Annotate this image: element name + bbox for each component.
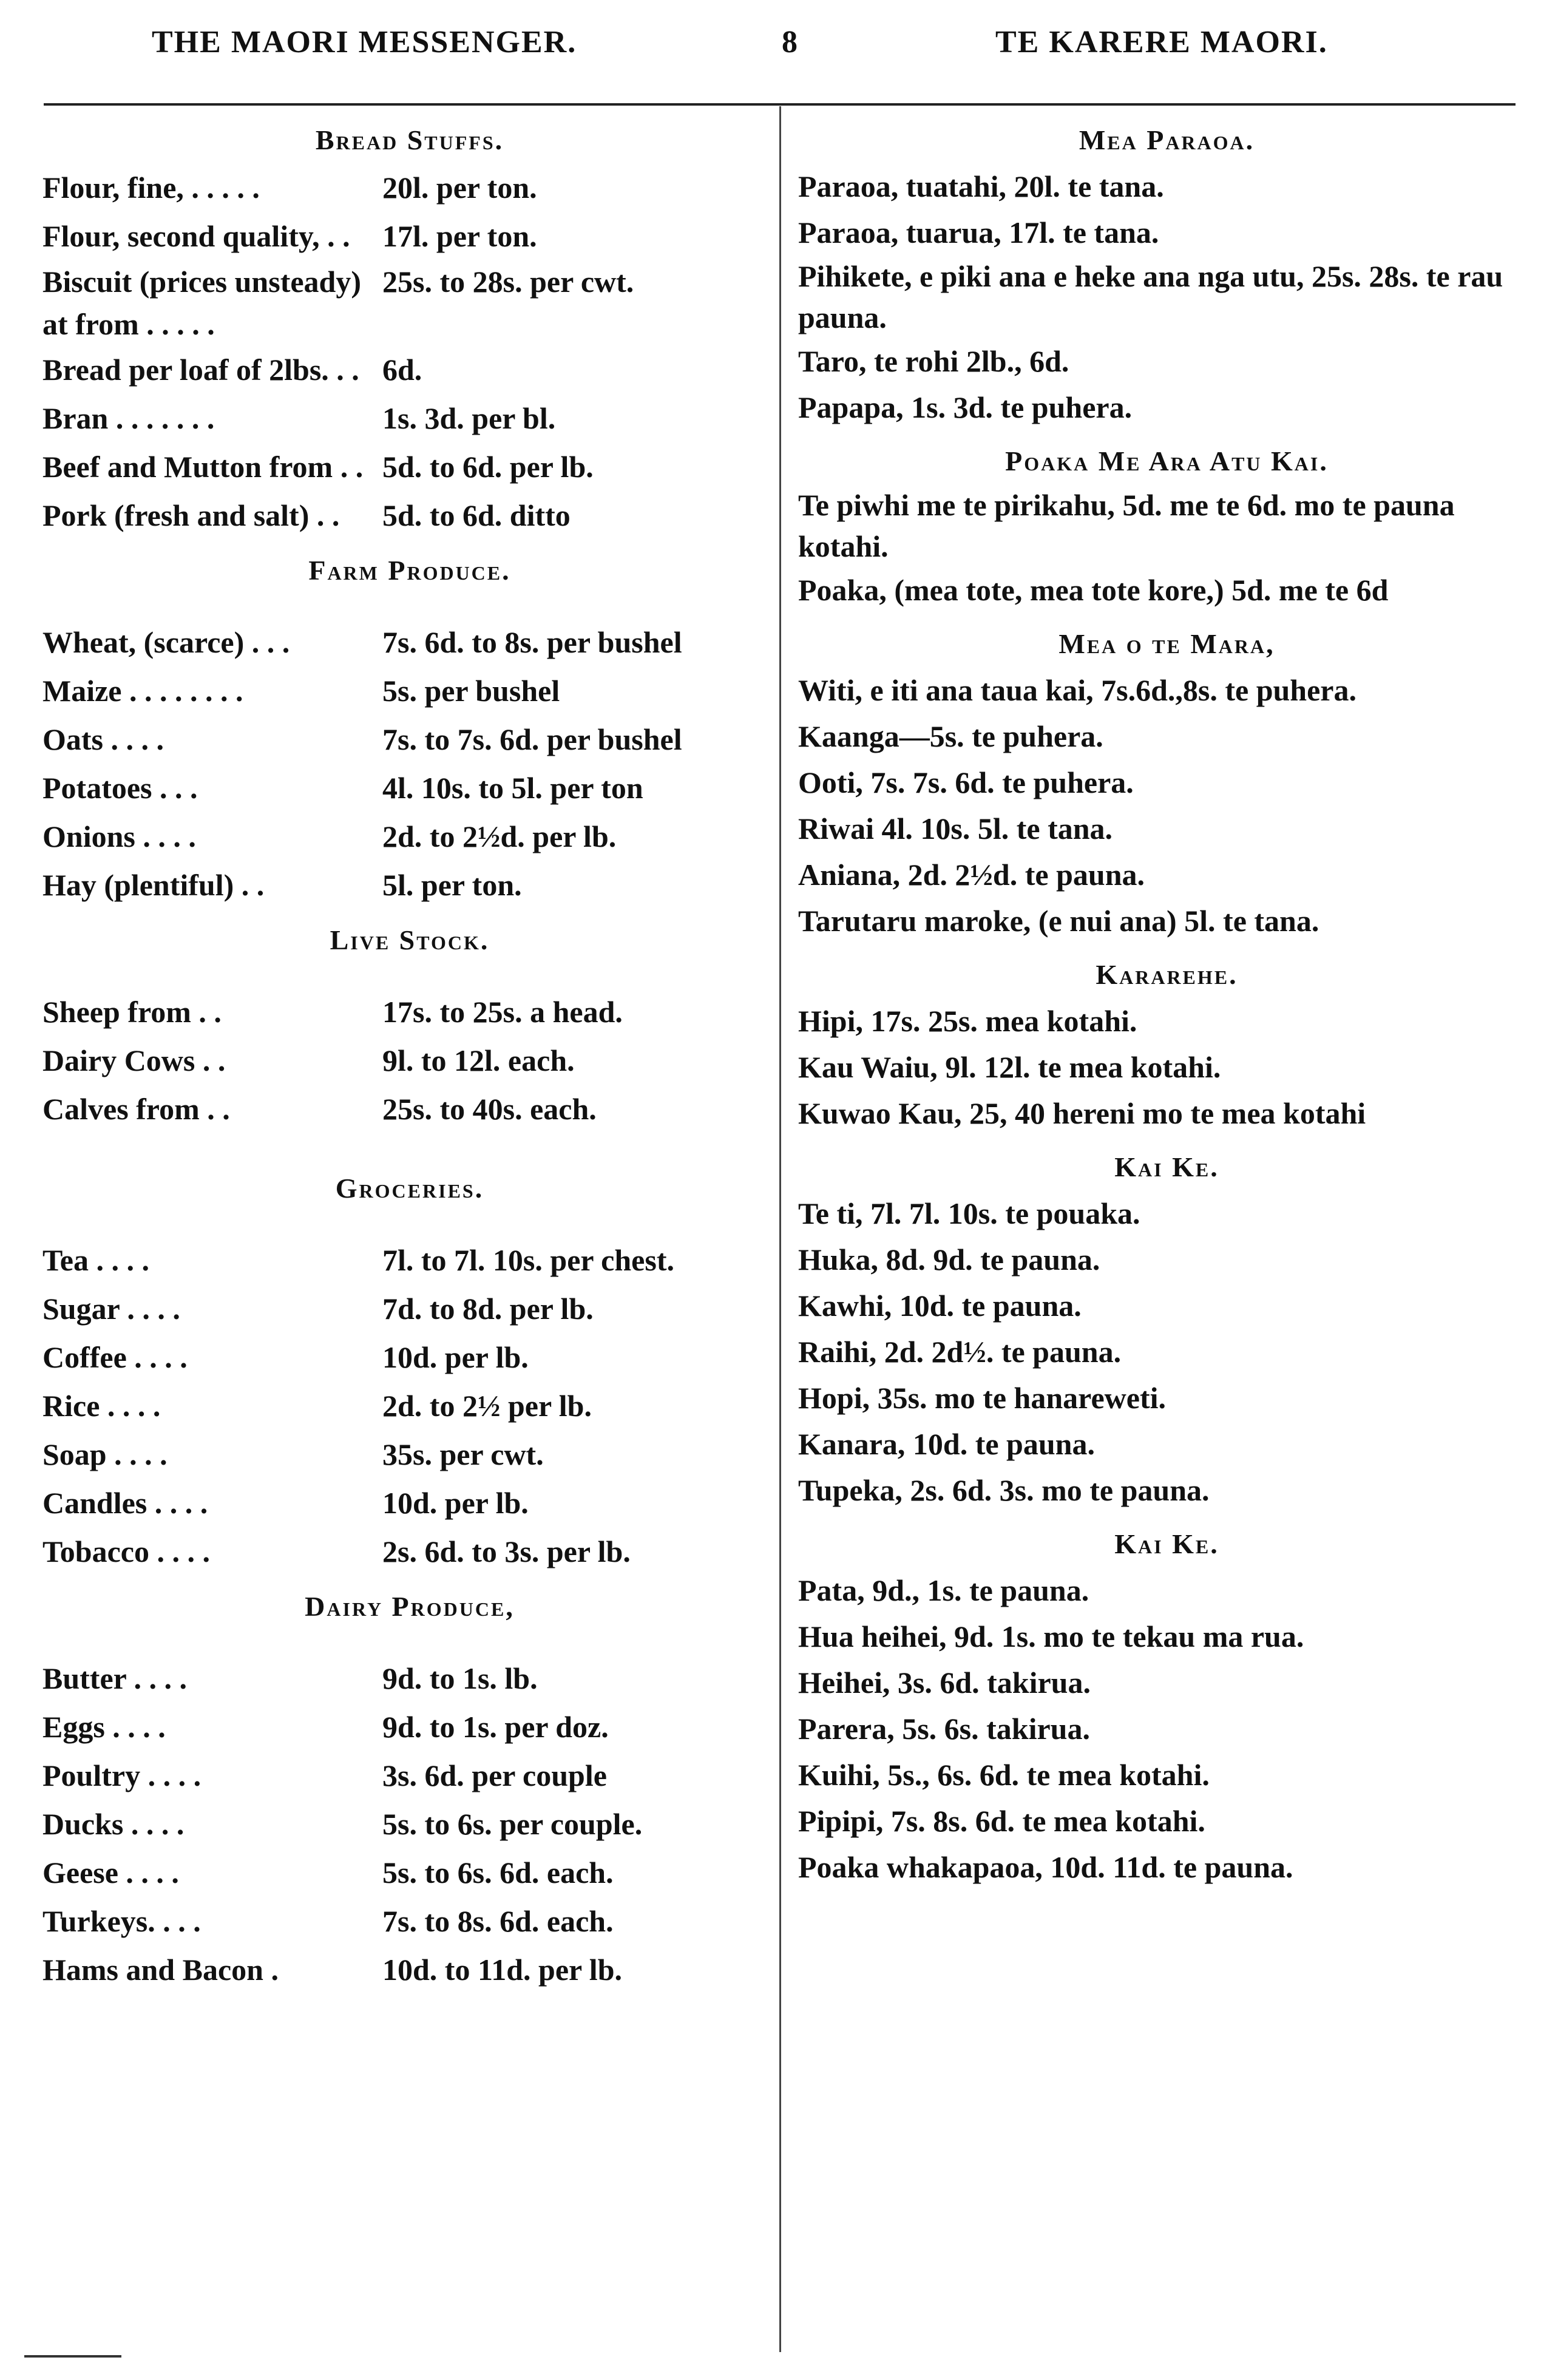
section-title-groceries: Groceries. — [335, 1173, 484, 1204]
item-price: 5s. to 6s. per couple. — [382, 1807, 643, 1841]
masthead-maori: TE KARERE MAORI. — [995, 25, 1328, 59]
item-price: 10d. to 11d. per lb. — [382, 1953, 622, 1987]
item-price: 2d. to 2½ per lb. — [382, 1389, 592, 1423]
item-label: Tobacco . . . . — [42, 1534, 210, 1568]
item-price: 5d. to 6d. per lb. — [382, 450, 594, 484]
item-price: 25s. to 28s. per cwt. — [382, 265, 634, 299]
spacer — [42, 594, 777, 618]
price-row — [42, 1654, 777, 1703]
item-price: 5d. to 6d. ditto — [382, 498, 571, 532]
price-row — [42, 1897, 777, 1945]
price-row — [42, 666, 777, 715]
item-label: Soap . . . . — [42, 1437, 168, 1471]
price-line: Pipipi, 7s. 8s. 6d. te mea kotahi. — [798, 1804, 1205, 1838]
item-label: Dairy Cows . . — [42, 1043, 226, 1077]
price-line: Papapa, 1s. 3d. te puhera. — [798, 390, 1133, 424]
price-line: Huka, 8d. 9d. te pauna. — [798, 1243, 1100, 1276]
item-price: 10d. per lb. — [382, 1486, 529, 1520]
section-title-mea-o-te-mara: Mea o te Mara, — [1058, 628, 1275, 659]
item-price: 3s. 6d. per couple — [382, 1758, 607, 1792]
masthead-english: THE MAORI MESSENGER. — [152, 25, 577, 59]
item-label: Maize . . . . . . . . — [42, 674, 243, 708]
price-row — [42, 1333, 777, 1382]
item-price: 6d. — [382, 353, 422, 387]
item-price: 2d. to 2½d. per lb. — [382, 819, 617, 853]
item-price: 1s. 3d. per bl. — [382, 401, 556, 435]
item-price: 7s. to 7s. 6d. per bushel — [382, 722, 682, 756]
item-price: 17l. per ton. — [382, 219, 537, 253]
item-label: Eggs . . . . — [42, 1710, 166, 1744]
section-title-kararehe: Kararehe. — [1096, 959, 1238, 990]
price-line: Tarutaru maroke, (e nui ana) 5l. te tana. — [798, 904, 1319, 938]
price-line: Kuihi, 5s., 6s. 6d. te mea kotahi. — [798, 1758, 1210, 1792]
price-line: Tupeka, 2s. 6d. 3s. mo te pauna. — [798, 1473, 1210, 1507]
price-row — [42, 1479, 777, 1527]
item-label: Onions . . . . — [42, 819, 196, 853]
item-price: 7d. to 8d. per lb. — [382, 1292, 594, 1326]
item-price: 4l. 10s. to 5l. per ton — [382, 771, 643, 805]
price-line: Kaanga—5s. te puhera. — [798, 719, 1103, 753]
item-label: Geese . . . . — [42, 1856, 179, 1890]
item-label: Rice . . . . — [42, 1389, 161, 1423]
item-label: Oats . . . . — [42, 722, 164, 756]
price-row — [42, 1945, 777, 1994]
price-line: Parera, 5s. 6s. takirua. — [798, 1712, 1090, 1746]
spacer — [42, 1212, 777, 1236]
price-line: Poaka, (mea tote, mea tote kore,) 5d. me te 6d — [798, 573, 1389, 607]
price-line: Aniana, 2d. 2½d. te pauna. — [798, 858, 1145, 892]
item-label: Sheep from . . — [42, 995, 222, 1029]
item-label: Sugar . . . . — [42, 1292, 180, 1326]
item-label: Potatoes . . . — [42, 771, 198, 805]
item-price: 5s. to 6s. 6d. each. — [382, 1856, 614, 1890]
price-row — [42, 394, 777, 442]
price-row — [42, 1848, 777, 1897]
item-label: Wheat, (scarce) . . . — [42, 625, 290, 659]
price-line: Pata, 9d., 1s. te pauna. — [798, 1573, 1089, 1607]
price-row — [42, 861, 777, 909]
price-line: Taro, te rohi 2lb., 6d. — [798, 344, 1069, 378]
price-line: Paraoa, tuatahi, 20l. te tana. — [798, 169, 1164, 203]
price-line: Hua heihei, 9d. 1s. mo te tekau ma rua. — [798, 1619, 1304, 1653]
section-title-poaka: Poaka Me Ara Atu Kai. — [1005, 446, 1329, 476]
spacer — [42, 1630, 777, 1654]
price-row — [42, 1284, 777, 1333]
price-row — [42, 812, 777, 861]
price-row — [42, 764, 777, 812]
item-price: 7s. to 8s. 6d. each. — [382, 1904, 614, 1938]
price-row — [42, 163, 777, 212]
price-row — [42, 491, 777, 540]
item-label: Bran . . . . . . . — [42, 401, 215, 435]
price-row — [42, 260, 777, 345]
item-label: Calves from . . — [42, 1092, 230, 1126]
price-line: Kuwao Kau, 25, 40 hereni mo te mea kotahi — [798, 1096, 1366, 1130]
item-price: 7s. 6d. to 8s. per bushel — [382, 625, 682, 659]
item-label: Turkeys. . . . — [42, 1904, 201, 1938]
price-row — [42, 1382, 777, 1430]
price-line: Te ti, 7l. 7l. 10s. te pouaka. — [798, 1196, 1140, 1230]
price-row — [42, 715, 777, 764]
price-row — [42, 1703, 777, 1751]
footer-rule — [24, 2355, 121, 2358]
item-label: Pork (fresh and salt) . . — [42, 498, 340, 532]
price-line: Hipi, 17s. 25s. mea kotahi. — [798, 1004, 1137, 1038]
price-row — [42, 1236, 777, 1284]
item-price: 10d. per lb. — [382, 1340, 529, 1374]
item-label: Candles . . . . — [42, 1486, 208, 1520]
price-line: Heihei, 3s. 6d. takirua. — [798, 1666, 1091, 1700]
item-label: Beef and Mutton from . . — [42, 450, 364, 484]
price-row — [42, 1085, 777, 1133]
section-title-dairy-produce: Dairy Produce, — [305, 1591, 515, 1622]
item-label: Butter . . . . — [42, 1661, 187, 1695]
price-line: Pihikete, e piki ana e heke ana nga utu, 25s. 28s. te rau pauna. — [798, 259, 1503, 334]
spacer — [42, 963, 777, 988]
section-title-kai-ke-dairy: Kai Ke. — [1114, 1528, 1219, 1559]
price-row — [42, 618, 777, 666]
column-divider — [779, 106, 781, 2352]
price-line: Raihi, 2d. 2d½. te pauna. — [798, 1335, 1122, 1369]
item-label: Biscuit (prices unsteady) at from . . . . . — [42, 265, 361, 341]
price-line: Ooti, 7s. 7s. 6d. te puhera. — [798, 765, 1134, 799]
item-price: 9d. to 1s. lb. — [382, 1661, 538, 1695]
price-row — [42, 1527, 777, 1576]
item-label: Poultry . . . . — [42, 1758, 202, 1792]
item-label: Tea . . . . — [42, 1243, 149, 1277]
item-price: 9l. to 12l. each. — [382, 1043, 575, 1077]
section-title-mea-paraoa: Mea Paraoa. — [1079, 124, 1255, 155]
price-row — [42, 442, 777, 491]
item-label: Hams and Bacon . — [42, 1953, 279, 1987]
price-line: Hopi, 35s. mo te hanareweti. — [798, 1381, 1166, 1415]
item-label: Bread per loaf of 2lbs. . . — [42, 353, 359, 387]
item-price: 5l. per ton. — [382, 868, 522, 902]
price-row — [42, 1800, 777, 1848]
item-price: 20l. per ton. — [382, 171, 537, 205]
item-price: 17s. to 25s. a head. — [382, 995, 623, 1029]
maori-column — [798, 109, 1536, 1890]
spacer — [42, 1133, 777, 1158]
price-line: Witi, e iti ana taua kai, 7s.6d.,8s. te puhera. — [798, 673, 1356, 707]
section-title-kai-ke-groceries: Kai Ke. — [1114, 1151, 1219, 1182]
price-line: Kawhi, 10d. te pauna. — [798, 1289, 1082, 1323]
section-title-farm-produce: Farm Produce. — [308, 555, 511, 586]
item-price: 35s. per cwt. — [382, 1437, 544, 1471]
item-label: Coffee . . . . — [42, 1340, 188, 1374]
item-label: Flour, second quality, . . — [42, 219, 350, 253]
price-line: Te piwhi me te pirikahu, 5d. me te 6d. mo te pauna kotahi. — [798, 488, 1455, 563]
price-line: Kanara, 10d. te pauna. — [798, 1427, 1095, 1461]
header-rule — [44, 103, 1516, 106]
price-line: Poaka whakapaoa, 10d. 11d. te pauna. — [798, 1850, 1293, 1884]
item-price: 25s. to 40s. each. — [382, 1092, 597, 1126]
price-row — [42, 988, 777, 1036]
price-row — [42, 1430, 777, 1479]
item-price: 7l. to 7l. 10s. per chest. — [382, 1243, 674, 1277]
item-price: 2s. 6d. to 3s. per lb. — [382, 1534, 631, 1568]
price-row — [42, 1751, 777, 1800]
price-row — [42, 1036, 777, 1085]
english-column — [42, 109, 777, 1994]
item-price: 9d. to 1s. per doz. — [382, 1710, 609, 1744]
price-row — [42, 212, 777, 260]
item-label: Flour, fine, . . . . . — [42, 171, 260, 205]
page-number: 8 — [782, 25, 799, 59]
price-row — [42, 345, 777, 394]
item-label: Hay (plentiful) . . — [42, 868, 265, 902]
section-title-live-stock: Live Stock. — [330, 924, 490, 955]
price-line: Riwai 4l. 10s. 5l. te tana. — [798, 812, 1113, 846]
price-line: Kau Waiu, 9l. 12l. te mea kotahi. — [798, 1050, 1221, 1084]
item-label: Ducks . . . . — [42, 1807, 185, 1841]
item-price: 5s. per bushel — [382, 674, 560, 708]
price-line: Paraoa, tuarua, 17l. te tana. — [798, 215, 1159, 249]
section-title-bread-stuffs: Bread Stuffs. — [315, 124, 504, 155]
